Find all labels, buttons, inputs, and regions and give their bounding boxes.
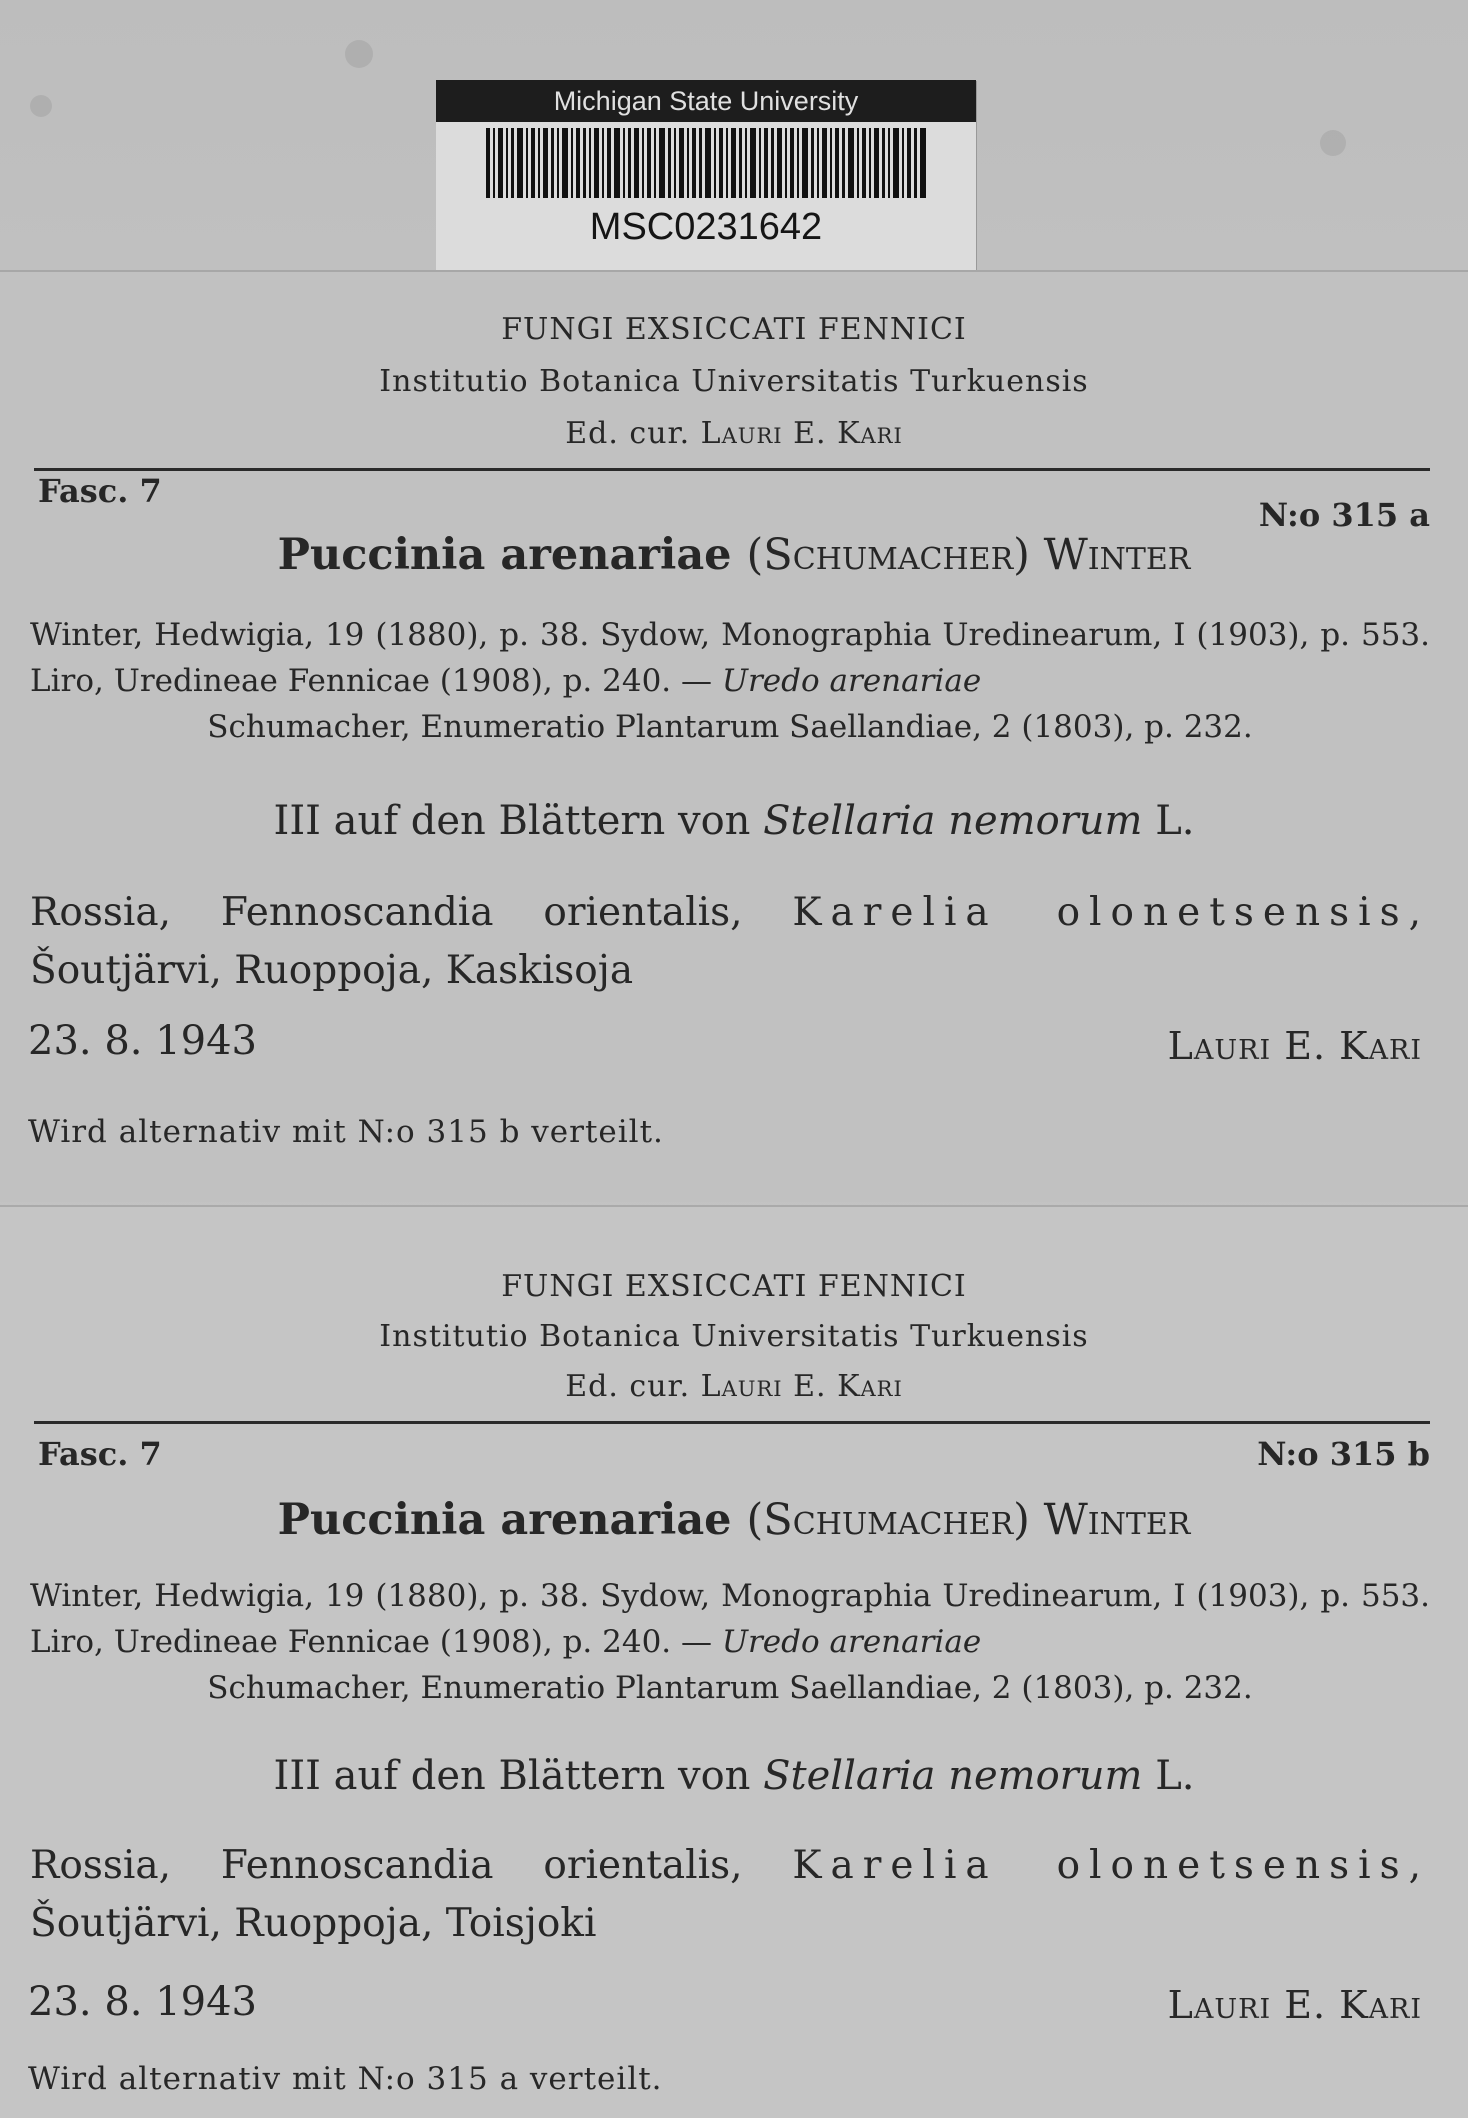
reference-basionym: Schumacher, Enumeratio Plantarum Saellandiae, 2 (1803), p. 232. — [207, 709, 1253, 745]
locality — [30, 1837, 1430, 1953]
exsiccata-number: N:o 315 b — [1257, 1435, 1430, 1473]
editor-prefix: Ed. cur. — [565, 1369, 691, 1404]
catalog-number: MSC0231642 — [589, 206, 823, 248]
collector: Lauri E. Kari — [1167, 1983, 1422, 2027]
locality-country: Rossia, Fennoscandia orientalis, — [30, 890, 743, 935]
divider — [34, 1421, 1430, 1424]
divider — [34, 468, 1430, 471]
host-prefix: III auf den Blättern von — [273, 1753, 751, 1799]
host-species: Stellaria nemorum — [763, 798, 1143, 844]
locality-region: Karelia olonetsensis, — [792, 1843, 1430, 1888]
host-line — [0, 798, 1468, 844]
synonym: Uredo arenariae — [721, 663, 982, 699]
host-author: L. — [1155, 798, 1195, 844]
reference-basionym: Schumacher, Enumeratio Plantarum Saellandiae, 2 (1803), p. 232. — [207, 1670, 1253, 1706]
barcode-icon — [486, 128, 926, 198]
species-name: Puccinia arenariae — [277, 530, 732, 580]
exsiccata-label-a — [0, 270, 1468, 1202]
editor-name: Lauri E. Kari — [700, 1369, 903, 1404]
barcode-label — [436, 80, 976, 270]
host-line — [0, 1753, 1468, 1799]
references — [30, 612, 1430, 750]
barcode-institution: Michigan State University — [436, 80, 976, 122]
series-title: FUNGI EXSICCATI FENNICI — [501, 312, 967, 347]
species-author: (Schumacher) Winter — [746, 1495, 1191, 1545]
collector: Lauri E. Kari — [1167, 1024, 1422, 1068]
fascicle: Fasc. 7 — [38, 472, 162, 510]
editor-line — [0, 416, 1468, 451]
species-title — [0, 530, 1468, 580]
host-author: L. — [1155, 1753, 1195, 1799]
exsiccata-label-b — [0, 1205, 1468, 2118]
locality-country: Rossia, Fennoscandia orientalis, — [30, 1843, 743, 1888]
editor-name: Lauri E. Kari — [700, 416, 903, 451]
reference-text: Winter, Hedwigia, 19 (1880), p. 38. Sydow, Monographia Uredinearum, I (1903), p. 553. Liro, Uredineae Fennicae (1908), p. 240. — — [30, 1578, 1430, 1660]
institution-name: Institutio Botanica Universitatis Turkuensis — [379, 1319, 1089, 1354]
editor-prefix: Ed. cur. — [565, 416, 691, 451]
distribution-note: Wird alternativ mit N:o 315 a verteilt. — [28, 2061, 663, 2097]
series-title: FUNGI EXSICCATI FENNICI — [501, 1269, 967, 1304]
host-prefix: III auf den Blättern von — [273, 798, 751, 844]
species-author: (Schumacher) Winter — [746, 530, 1191, 580]
species-title — [0, 1495, 1468, 1545]
reference-text: Winter, Hedwigia, 19 (1880), p. 38. Sydow, Monographia Uredinearum, I (1903), p. 553. Liro, Uredineae Fennicae (1908), p. 240. — — [30, 617, 1430, 699]
institution-name: Institutio Botanica Universitatis Turkuensis — [379, 364, 1089, 399]
distribution-note: Wird alternativ mit N:o 315 b verteilt. — [28, 1114, 664, 1150]
locality — [30, 884, 1430, 1000]
locality-site: Šoutjärvi, Ruoppoja, Toisjoki — [30, 1901, 597, 1946]
collection-date: 23. 8. 1943 — [28, 1979, 258, 2025]
collection-date: 23. 8. 1943 — [28, 1018, 258, 1064]
references — [30, 1573, 1430, 1711]
species-name: Puccinia arenariae — [277, 1495, 732, 1545]
host-species: Stellaria nemorum — [763, 1753, 1143, 1799]
editor-line — [0, 1369, 1468, 1404]
synonym: Uredo arenariae — [721, 1624, 982, 1660]
locality-site: Šoutjärvi, Ruoppoja, Kaskisoja — [30, 948, 634, 993]
exsiccata-number: N:o 315 a — [1258, 496, 1430, 534]
paper-spot — [345, 40, 373, 68]
locality-region: Karelia olonetsensis, — [792, 890, 1430, 935]
fascicle: Fasc. 7 — [38, 1435, 162, 1473]
paper-spot — [1320, 130, 1346, 156]
paper-spot — [30, 95, 52, 117]
